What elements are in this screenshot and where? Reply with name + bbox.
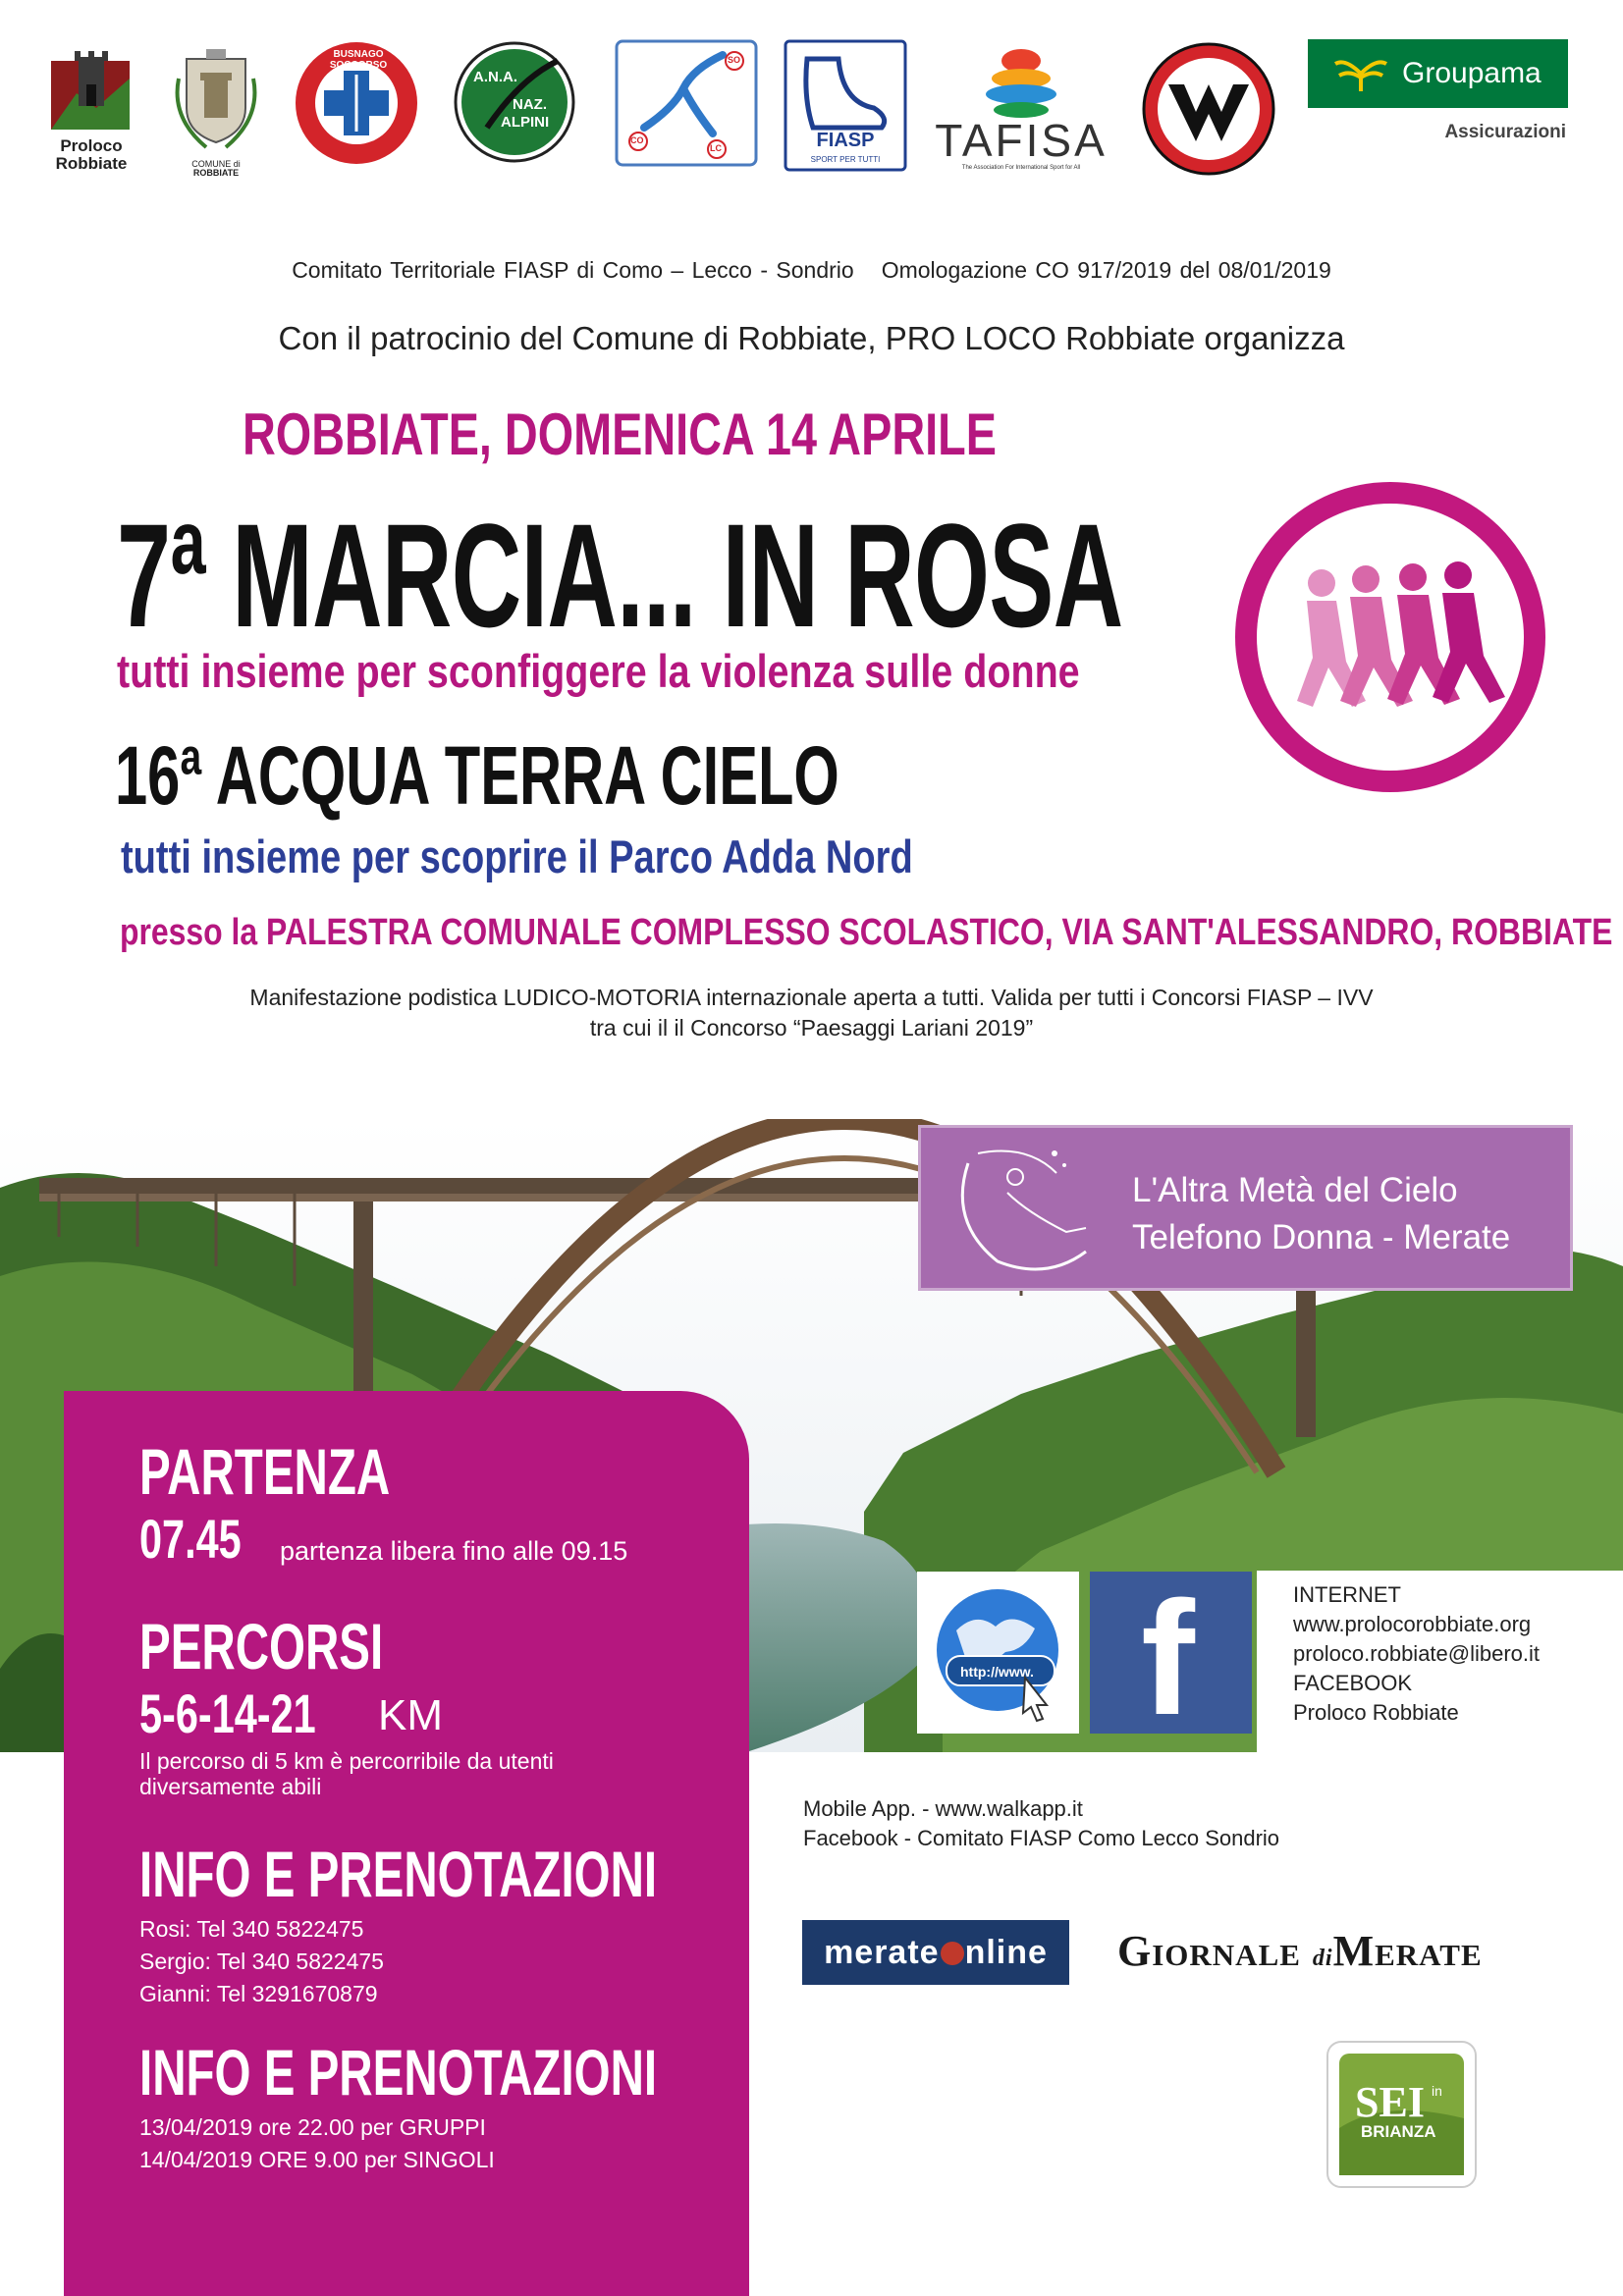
proloco-logo [47, 39, 135, 173]
app-line-1: Mobile App. - www.walkapp.it [803, 1796, 1083, 1821]
groupama-tagline: Assicurazioni [1444, 122, 1566, 142]
globe-url-label: http://www. [960, 1664, 1034, 1680]
coat-of-arms-icon [167, 39, 265, 155]
fiasp-name: FIASP [816, 130, 875, 151]
routes-note-2: diversamente abili [139, 1774, 322, 1799]
fiasp-tagline: SPORT PER TUTTI [810, 155, 881, 164]
booking-heading: INFO E PRENOTAZIONI [139, 2036, 658, 2109]
event-title-tagline: tutti insieme per sconfiggere la violenza sulle donne [117, 645, 1080, 697]
contact-sergio: Sergio: Tel 340 5822475 [139, 1949, 384, 1974]
giornale-text-a: Giornale [1117, 1927, 1301, 1975]
event-title: 7ª MARCIA... IN ROSA [117, 493, 1123, 658]
runners-badge-icon [1228, 475, 1552, 799]
proloco-caption-2: Robbiate [55, 153, 128, 173]
web-contacts [1257, 1571, 1623, 1752]
globe-icon [917, 1572, 1079, 1734]
routes-unit: KM [378, 1691, 443, 1739]
giornale-text-di: di [1312, 1946, 1333, 1971]
event-note-1: Manifestazione podistica LUDICO-MOTORIA internazionale aperta a tutti. Valida per tutti i Concorsi FIASP – IVV [249, 985, 1374, 1010]
event-second-tagline: tutti insieme per scoprire il Parco Adda Nord [121, 830, 913, 882]
groupama-name: Groupama [1402, 57, 1542, 89]
sei-in-text: in [1432, 2083, 1442, 2099]
sei-in-brianza-logo [1325, 2040, 1478, 2189]
web-facebook-page[interactable]: Proloco Robbiate [1293, 1700, 1459, 1725]
info-panel [64, 1391, 749, 2296]
castle-icon [47, 39, 135, 133]
tafisa-tagline: The Association For International Sport for All [961, 165, 1081, 171]
fiasp-logo [784, 39, 907, 177]
giornale-di-merate-logo [1117, 1926, 1483, 1976]
giornale-text-b: Merate [1332, 1927, 1483, 1975]
booking-list [139, 2111, 495, 2176]
routes-note [139, 1748, 554, 1799]
routes-note-1: Il percorso di 5 km è percorribile da utenti [139, 1748, 554, 1774]
web-facebook-label: FACEBOOK [1293, 1671, 1413, 1695]
committee-line [0, 257, 1623, 284]
merate-online-logo [802, 1920, 1069, 1985]
event-second-title: 16ª ACQUA TERRA CIELO [115, 729, 839, 822]
committee-text: Comitato Territoriale FIASP di Como – Lecco - Sondrio [292, 257, 854, 283]
event-note-2: tra cui il il Concorso “Paesaggi Lariani 2019” [589, 1015, 1034, 1041]
website-globe-icon[interactable] [917, 1572, 1079, 1734]
app-line-2: Facebook - Comitato FIASP Como Lecco Sondrio [803, 1826, 1280, 1850]
merate-online-text-b: nline [964, 1934, 1048, 1971]
contact-rosi: Rosi: Tel 340 5822475 [139, 1916, 364, 1942]
app-info [803, 1794, 1279, 1853]
lake-map-logo [615, 39, 758, 172]
booking-singles: 14/04/2019 ORE 9.00 per SINGOLI [139, 2147, 495, 2172]
groupama-banner [1308, 39, 1568, 108]
merate-online-text-a: merate [824, 1934, 940, 1971]
booking-groups: 13/04/2019 ore 22.00 per GRUPPI [139, 2114, 486, 2140]
alpini-caption-1: A.N.A. [473, 69, 517, 85]
event-venue: presso la PALESTRA COMUNALE COMPLESSO SCOLASTICO, VIA SANT'ALESSANDRO, ROBBIATE [120, 912, 1613, 953]
alpini-caption-2: NAZ. [513, 96, 547, 113]
routes-heading: PERCORSI [139, 1610, 384, 1682]
lake-label-lc: LC [710, 143, 722, 153]
apple-o-icon [941, 1942, 964, 1965]
alpini-caption-3: ALPINI [501, 114, 550, 131]
moon-woman-icon [939, 1134, 1115, 1281]
homologation-text: Omologazione CO 917/2019 del 08/01/2019 [881, 257, 1331, 283]
tafisa-logo [923, 39, 1119, 171]
sponsor-logo-row [39, 39, 1584, 196]
patronage-line: Con il patrocinio del Comune di Robbiate, PRO LOCO Robbiate organizza [278, 320, 1345, 356]
tafisa-name: TAFISA [935, 115, 1108, 166]
telefono-donna-box [918, 1125, 1573, 1291]
contacts-list [139, 1913, 384, 2010]
ivv-logo [1139, 39, 1278, 184]
start-time: 07.45 [139, 1508, 242, 1570]
event-date: ROBBIATE, DOMENICA 14 APRILE [243, 401, 997, 467]
alpini-logo [452, 39, 577, 170]
lake-label-so: SO [728, 55, 741, 65]
groupama-leaf-icon [1331, 54, 1390, 93]
routes-value: 5-6-14-21 [139, 1682, 316, 1744]
busnago-soccorso-logo [293, 39, 420, 172]
ivv-name [1139, 39, 1140, 40]
busnago-caption: BUSNAGO SOCCORSO [329, 49, 388, 71]
facebook-icon[interactable] [1090, 1568, 1252, 1748]
lake-label-co: CO [630, 135, 644, 145]
groupama-logo [1308, 39, 1568, 143]
ivv-globe-icon [1139, 39, 1278, 179]
proloco-caption-1: Proloco [60, 136, 123, 155]
contact-gianni: Gianni: Tel 3291670879 [139, 1981, 378, 2006]
comune-logo [167, 39, 265, 179]
start-note: partenza libera fino alle 09.15 [280, 1536, 628, 1566]
web-site-link[interactable]: www.prolocorobbiate.org [1293, 1612, 1532, 1636]
web-internet-label: INTERNET [1293, 1582, 1401, 1607]
sei-text: SEI [1355, 2078, 1425, 2126]
comune-caption-2: ROBBIATE [192, 168, 240, 179]
sei-brianza-text: BRIANZA [1361, 2122, 1436, 2141]
cielo-line-2: Telefono Donna - Merate [1132, 1218, 1511, 1256]
cielo-line-1: L'Altra Metà del Cielo [1132, 1171, 1458, 1209]
web-email-link[interactable]: proloco.robbiate@libero.it [1293, 1641, 1541, 1666]
facebook-f-glyph: f [1141, 1568, 1195, 1748]
start-heading: PARTENZA [139, 1435, 391, 1508]
comune-caption-1: COMUNE di [191, 159, 241, 169]
info-heading: INFO E PRENOTAZIONI [139, 1838, 658, 1910]
cielo-text [1132, 1167, 1510, 1261]
